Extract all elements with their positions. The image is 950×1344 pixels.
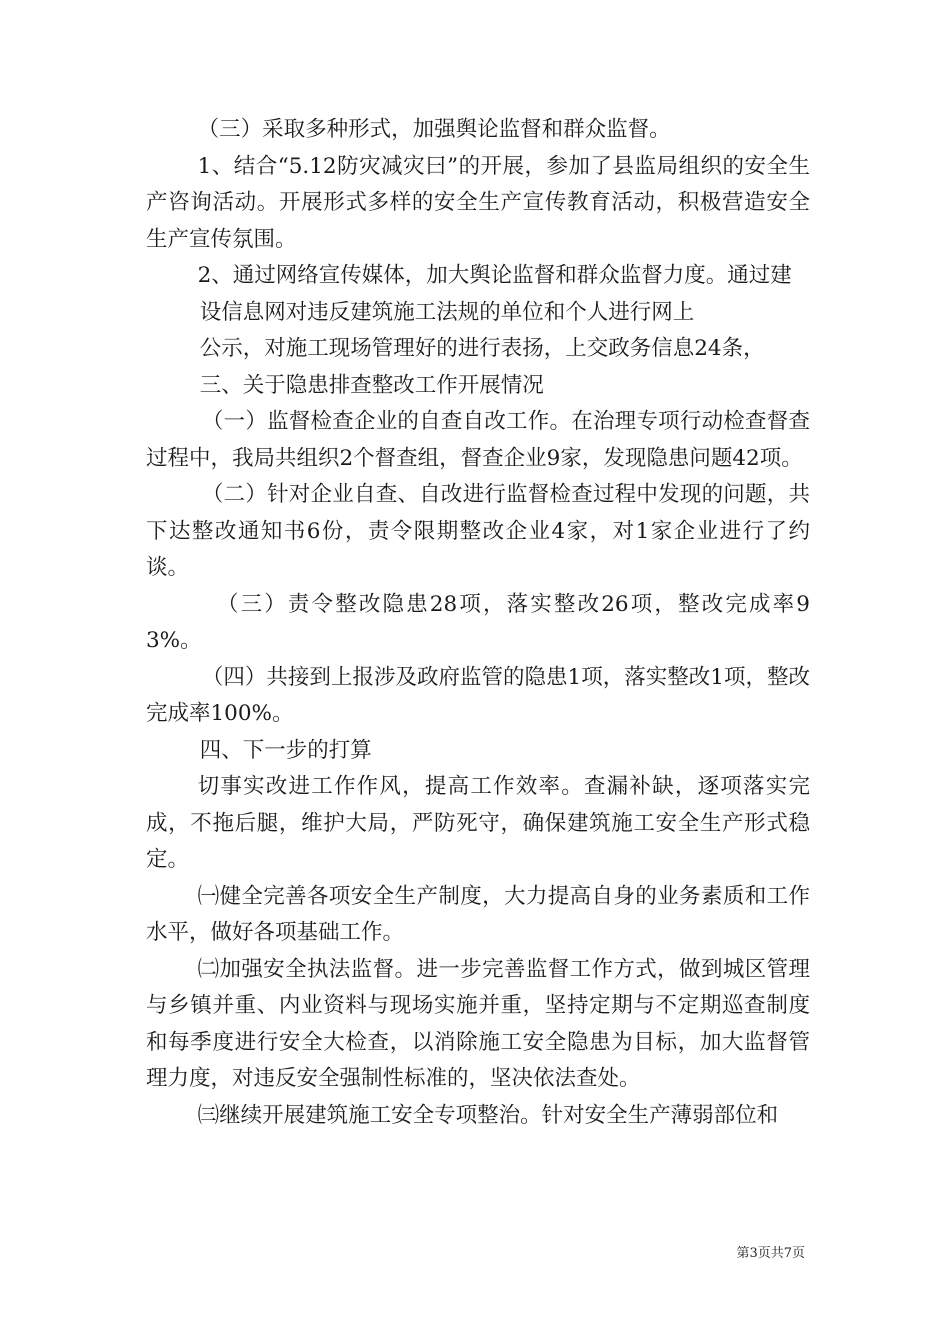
paragraph-plan-intro: 切事实改进工作作风，提高工作效率。查漏补缺，逐项落实完成，不拖后腿，维护大局，严防死守，确保建筑施工安全生产形式稳定。	[146, 774, 810, 872]
paragraph-line-publicity: 公示，对施工现场管理好的进行表扬，上交政务信息24条，	[199, 336, 765, 361]
paragraph-line-website: 设信息网对违反建筑施工法规的单位和个人进行网上	[199, 299, 695, 325]
paragraph-plan-2: ㈡加强安全执法监督。进一步完善监督工作方式，做到城区管理与乡镇并重、内业资料与现场实施并重，坚持定期与不定期巡查制度和每季度进行安全大检查，以消除施工安全隐患为目标，加大监督管理力度，对违反安全强制性标准的，坚决依法查处。	[146, 956, 810, 1091]
paragraph-plan-3: ㈢继续开展建筑施工安全专项整治。针对安全生产薄弱部位和	[197, 1102, 779, 1128]
paragraph-subheading-3: （三）采取多种形式，加强舆论监督和群众监督。	[197, 117, 671, 142]
paragraph-inspection-2: （二）针对企业自查、自改进行监督检查过程中发现的问题，共下达整改通知书6份，责令限期整改企业4家，对1家企业进行了约谈。	[146, 482, 810, 580]
page-number-footer: 第3页共7页	[736, 1246, 805, 1261]
section-heading-3: 三、关于隐患排查整改工作开展情况	[199, 372, 544, 398]
paragraph-inspection-1: （一）监督检查企业的自查自改工作。在治理专项行动检查督查过程中，我局共组织2个督查组，督查企业9家，发现隐患问题42项。	[146, 409, 810, 471]
paragraph-item-2: 2、通过网络宣传媒体，加大舆论监督和群众监督力度。通过建	[197, 263, 792, 288]
paragraph-inspection-3: （三）责令整改隐患28项，落实整改26项，整改完成率93%。	[146, 591, 810, 653]
paragraph-inspection-4: （四）共接到上报涉及政府监管的隐患1项，落实整改1项，整改完成率100%。	[146, 664, 810, 726]
document-body	[146, 112, 810, 1134]
paragraph-item-1: 1、结合“5.12防灾减灾曰”的开展，参加了县监局组织的安全生产咨询活动。开展形式多样的安全生产宣传教育活动，积极营造安全生产宣传氛围。	[146, 153, 810, 252]
section-heading-4: 四、下一步的打算	[199, 737, 372, 763]
paragraph-plan-1: ㈠健全完善各项安全生产制度，大力提高自身的业务素质和工作水平，做好各项基础工作。	[146, 883, 810, 945]
